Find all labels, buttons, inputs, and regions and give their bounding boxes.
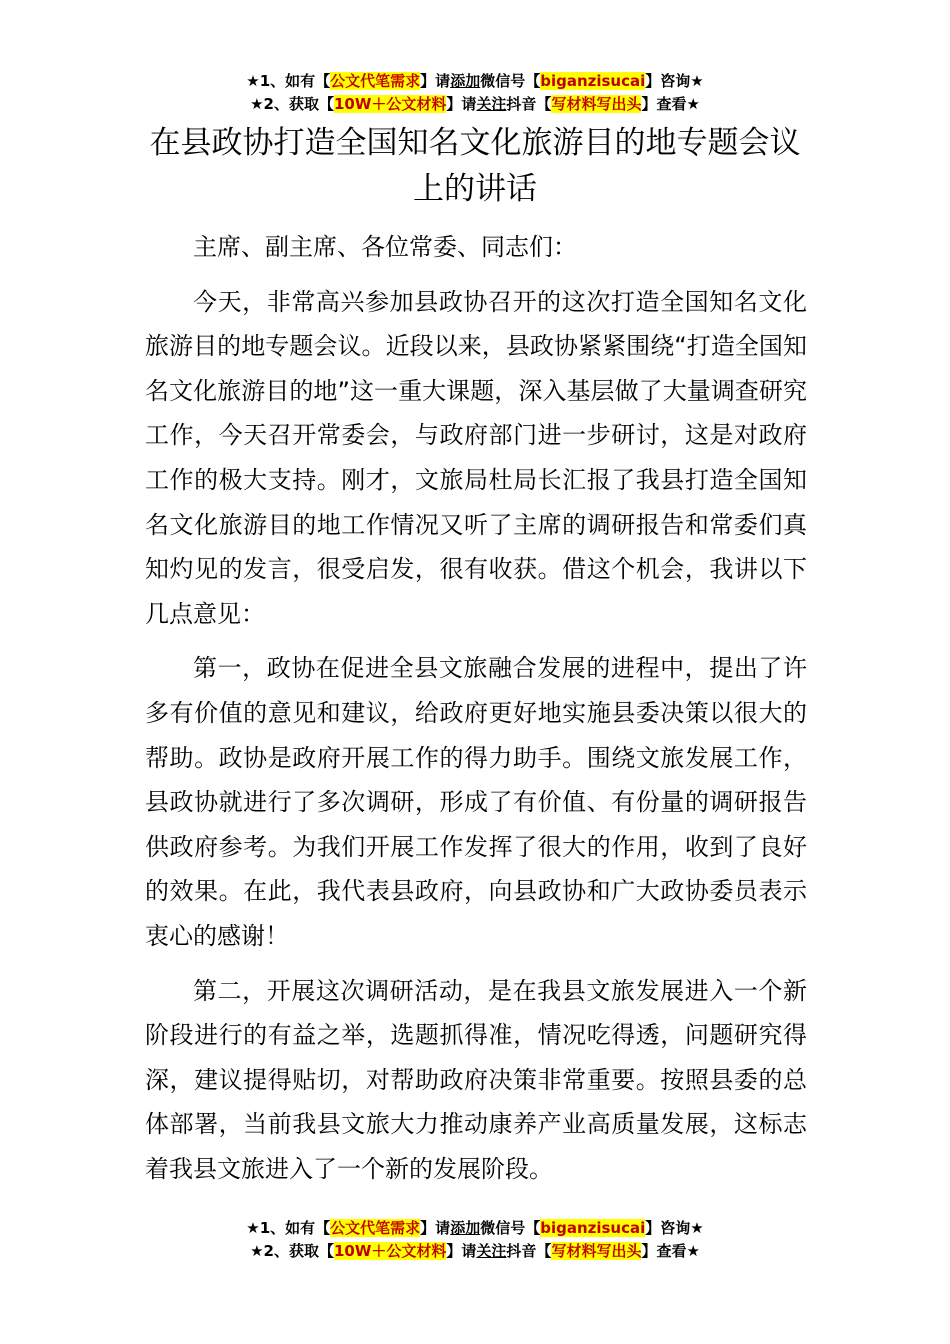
- banner-line-1: ★1、如有【公文代笔需求】请添加微信号【biganzisucai】咨询★: [246, 72, 704, 90]
- banner-highlight: 10W＋公文材料: [333, 1242, 447, 1260]
- document-title: 在县政协打造全国知名文化旅游目的地专题会议上的讲话: [149, 125, 801, 207]
- paragraph: 第二，开展这次调研活动，是在我县文旅发展进入一个新阶段进行的有益之举，选题抓得准，情况吃得透，问题研究得深，建议提得贴切，对帮助政府决策非常重要。按照县委的总体部署，当前我县文旅大力推动康养产业高质量发展，这标志着我县文旅进入了一个新的发展阶段。: [145, 976, 807, 1183]
- footer-banner: [0, 1217, 950, 1263]
- banner-line-2: ★2、获取【10W＋公文材料】请关注抖音【写材料写出头】查看★: [250, 1242, 700, 1260]
- paragraph: 第一，政协在促进全县文旅融合发展的进程中，提出了许多有价值的意见和建议，给政府更好地实施县委决策以很大的帮助。政协是政府开展工作的得力助手。围绕文旅发展工作，县政协就进行了多次调研，形成了有价值、有份量的调研报告供政府参考。为我们开展工作发挥了很大的作用，收到了良好的效果。在此，我代表县政府，向县政协和广大政协委员表示衷心的感谢！: [145, 654, 807, 950]
- paragraph: 今天，非常高兴参加县政协召开的这次打造全国知名文化旅游目的地专题会议。近段以来，县政协紧紧围绕“打造全国知名文化旅游目的地”这一重大课题，深入基层做了大量调查研究工作，今天召开常委会，与政府部门进一步研讨，这是对政府工作的极大支持。刚才，文旅局杜局长汇报了我县打造全国知名文化旅游目的地工作情况又听了主席的调研报告和常委们真知灼见的发言，很受启发，很有收获。借这个机会，我讲以下几点意见：: [145, 287, 807, 628]
- banner-line-1: ★1、如有【公文代笔需求】请添加微信号【biganzisucai】咨询★: [246, 1219, 704, 1237]
- banner-highlight: 公文代笔需求: [330, 72, 421, 90]
- document-body: [145, 225, 807, 1201]
- banner-highlight: biganzisucai: [540, 72, 646, 90]
- salutation: 主席、副主席、各位常委、同志们：: [193, 233, 577, 261]
- banner-highlight: 写材料写出头: [551, 95, 642, 113]
- banner-line-2: ★2、获取【10W＋公文材料】请关注抖音【写材料写出头】查看★: [250, 95, 700, 113]
- banner-highlight: 10W＋公文材料: [333, 95, 447, 113]
- banner-highlight: biganzisucai: [540, 1219, 646, 1237]
- header-banner: [0, 70, 950, 116]
- banner-highlight: 公文代笔需求: [330, 1219, 421, 1237]
- banner-highlight: 写材料写出头: [551, 1242, 642, 1260]
